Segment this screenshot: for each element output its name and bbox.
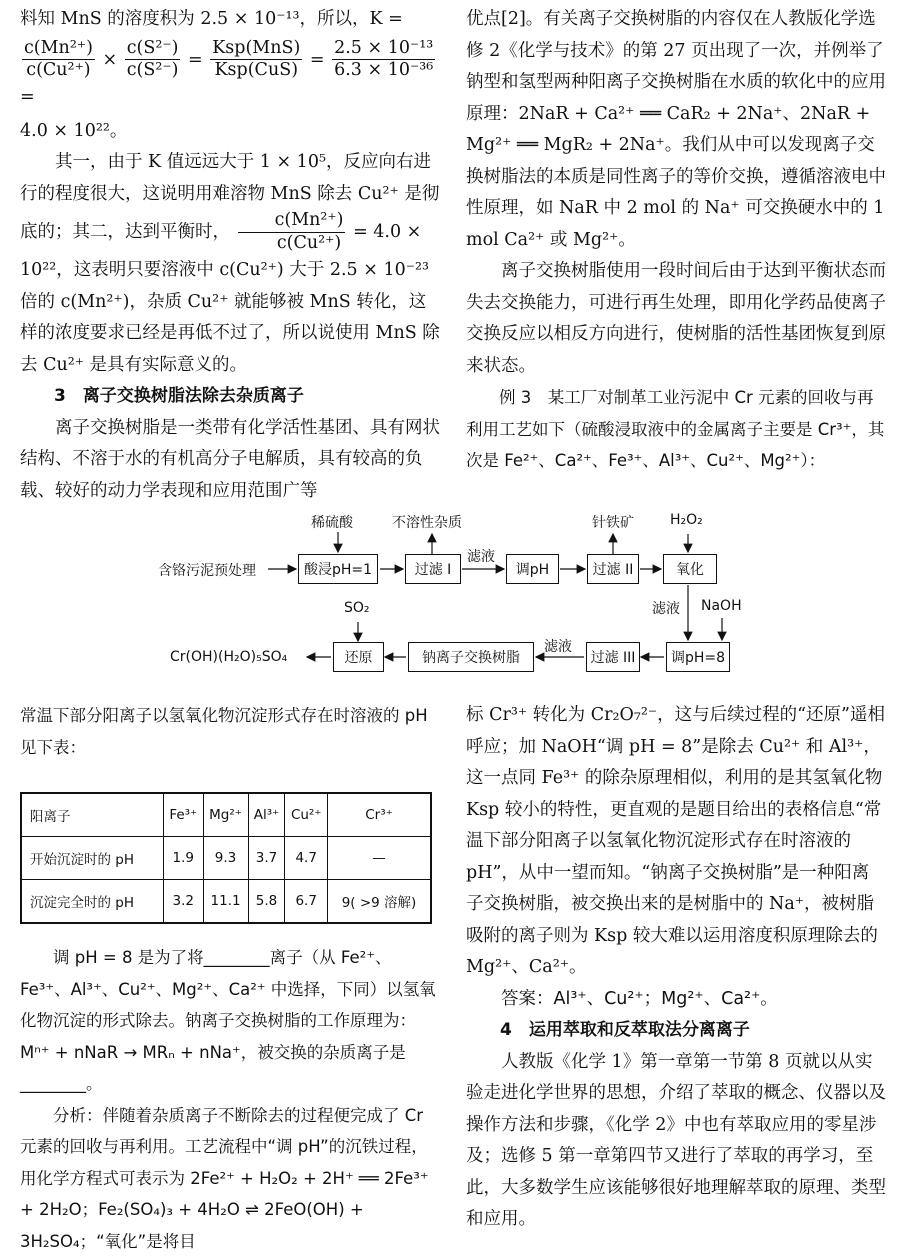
text-span: = 4.0 × 10²²，这表明只要溶液中 c(Cu²⁺) 大于 2.5 × 10⁻²³ 倍的 c(Mn²⁺)，杂质 Cu²⁺ 就能够被 MnS 转化，这样的浓度要求已经是再低不过了，所以说使用 MnS 除去 Cu²⁺ 是具有实际意义的。 <box>20 222 440 374</box>
table-cell: 3.7 <box>248 837 285 880</box>
label-filtrate-2: 滤液 <box>652 598 680 618</box>
reagent-h2o2: H₂O₂ <box>670 512 703 528</box>
table-header-cell: Mg²⁺ <box>203 793 248 837</box>
step-filter-1: 过滤 I <box>405 554 461 584</box>
table-cell: 开始沉淀时的 pH <box>21 837 164 880</box>
step-filter-2: 过滤 II <box>587 554 639 584</box>
label-filtrate-1: 滤液 <box>467 546 495 566</box>
fraction-numerator: 2.5 × 10⁻¹³ <box>332 38 435 61</box>
paragraph-analysis-k <box>20 147 440 381</box>
fraction-denominator: 6.3 × 10⁻³⁶ <box>332 60 435 82</box>
fraction-mn-cu <box>22 38 95 83</box>
byproduct-insoluble: 不溶性杂质 <box>392 512 462 532</box>
fraction-numerator: c(Mn²⁺) <box>238 210 346 233</box>
section-heading-4: 4 运用萃取和反萃取法分离离子 <box>466 1015 886 1047</box>
paragraph-ksp-intro: 料知 MnS 的溶度积为 2.5 × 10⁻¹³，所以，K = <box>20 4 440 36</box>
table-header-cell: Fe³⁺ <box>164 793 204 837</box>
fraction-s-s <box>125 38 181 83</box>
fraction-numerator: c(Mn²⁺) <box>22 38 95 61</box>
step-oxidize: 氧化 <box>663 554 717 584</box>
table-cell: 5.8 <box>248 880 285 924</box>
fraction-denominator: c(Cu²⁺) <box>240 233 343 255</box>
left-column-top <box>20 4 440 507</box>
step-sodium-resin: 钠离子交换树脂 <box>408 642 534 672</box>
fraction-numerator: Ksp(MnS) <box>210 38 302 61</box>
paragraph-resin-intro: 离子交换树脂是一类带有化学活性基团、具有网状结构、不溶于水的有机高分子电解质，具有较高的负载、较好的动力学表现和应用范围广等 <box>20 413 440 508</box>
equilibrium-equation: $\frac{\text{c(Mn²⁺)}}{\text{c(Cu²⁺)}}$ × $\frac{\text{c(S²⁻)}}{\text{c(S²⁻)}}$ = $\frac{\text{Ksp(MnS)}}{\text{Ksp(CuS)}}$ = $\frac{\text{2.5 × 10⁻¹³}}{\text{6.3 × 10⁻³⁶}}$ = <box>20 38 440 114</box>
table-cell: 1.9 <box>164 837 204 880</box>
flow-product-label: Cr(OH)(H₂O)₅SO₄ <box>170 649 287 665</box>
step-reduce: 还原 <box>333 642 384 672</box>
byproduct-goethite: 针铁矿 <box>592 512 634 532</box>
table-cell: — <box>328 837 432 880</box>
table-cell: 9.3 <box>203 837 248 880</box>
left-column-bottom-intro <box>20 700 440 763</box>
paragraph-analysis: 分析：伴随着杂质离子不断除去的过程便完成了 Cr 元素的回收与再利用。工艺流程中“调 pH”的沉铁过程，用化学方程式可表示为 2Fe²⁺ + H₂O₂ + 2H⁺ ══ 2Fe³⁺ + 2H₂O；Fe₂(SO₄)₃ + 4H₂O ⇌ 2FeO(OH) + 3H₂SO₄；“氧化”是将目 <box>20 1100 440 1257</box>
table-cell: 9( >9 溶解) <box>328 880 432 924</box>
table-cell: 沉淀完全时的 pH <box>21 880 164 924</box>
fraction-equilibrium <box>238 210 346 255</box>
table-row <box>21 880 431 924</box>
left-column-bottom <box>20 942 440 1257</box>
fraction-ksp-ratio <box>210 38 302 83</box>
reagent-dilute-acid: 稀硫酸 <box>311 512 353 532</box>
reagent-so2: SO₂ <box>344 600 370 616</box>
paragraph-k-value: 4.0 × 10²²。 <box>20 116 440 148</box>
paragraph-question: 调 pH = 8 是为了将________离子（从 Fe²⁺、Fe³⁺、Al³⁺、Cu²⁺、Mg²⁺、Ca²⁺ 中选择，下同）以氢氧化物沉淀的形式除去。钠离子交换树脂的工作原理为：Mⁿ⁺ + nNaR → MRₙ + nNa⁺，被交换的杂质离子是________。 <box>20 942 440 1100</box>
answer-line: 答案：Al³⁺、Cu²⁺；Mg²⁺、Ca²⁺。 <box>466 984 886 1016</box>
step-adjust-ph-8: 调pH=8 <box>666 642 730 672</box>
table-header-row <box>21 793 431 837</box>
right-column-bottom <box>466 700 886 1236</box>
paragraph-table-intro: 常温下部分阳离子以氢氧化物沉淀形式存在时溶液的 pH 见下表： <box>20 700 440 763</box>
flow-input-label: 含铬污泥预处理 <box>158 560 256 580</box>
text-span: 其一，由于 K 值远远大于 1 × 10⁵，反应向右进行的程度很大，这说明用难溶物 MnS 除去 Cu²⁺ 是彻底的；其二，达到平衡时， <box>20 152 439 242</box>
fraction-values <box>332 38 435 83</box>
table-header-cell: Cu²⁺ <box>285 793 328 837</box>
table-cell: 11.1 <box>203 880 248 924</box>
step-acid-leach: 酸浸pH=1 <box>298 554 378 584</box>
fraction-denominator: c(S²⁻) <box>125 60 181 82</box>
example-3-statement: 例 3 某工厂对制革工业污泥中 Cr 元素的回收与再利用工艺如下（硫酸浸取液中的金属离子主要是 Cr³⁺，其次是 Fe²⁺、Ca²⁺、Fe³⁺、Al³⁺、Cu²⁺、Mg²⁺）： <box>466 382 886 477</box>
fraction-denominator: Ksp(CuS) <box>212 60 300 82</box>
paragraph-extraction: 人教版《化学 1》第一章第一节第 8 页就以从实验走进化学世界的思想，介绍了萃取的概念、仪器以及操作方法和步骤，《化学 2》中也有萃取应用的零星涉及；选修 5 第一章第四节又进行了萃取的再学习，至此，大多数学生应该能够很好地理解萃取的原理、类型和应用。 <box>466 1047 886 1236</box>
fraction-numerator: c(S²⁻) <box>125 38 181 61</box>
table-header-cell: Al³⁺ <box>248 793 285 837</box>
ph-table <box>20 792 432 924</box>
fraction-denominator: c(Cu²⁺) <box>24 60 92 82</box>
paragraph-analysis-cont: 标 Cr³⁺ 转化为 Cr₂O₇²⁻，这与后续过程的“还原”遥相呼应；加 NaOH“调 pH = 8”是除去 Cu²⁺ 和 Al³⁺，这一点同 Fe³⁺ 的除杂原理相似，利用的是其氢氧化物 Ksp 较小的特性，更直观的是题目给出的表格信息“常温下部分阳离子以氢氧化物沉淀形式存在时溶液的 pH”，从中一望而知。“钠离子交换树脂”是一种阳离子交换树脂，被交换出来的是树脂中的 Na⁺，被树脂吸附的离子则为 Ksp 较大难以运用溶度积原理除去的 Mg²⁺、Ca²⁺。 <box>466 700 886 984</box>
paragraph-resin-regeneration: 离子交换树脂使用一段时间后由于达到平衡状态而失去交换能力，可进行再生处理，即用化学药品使离子交换反应以相反方向进行，使树脂的活性基团恢复到原来状态。 <box>466 256 886 382</box>
table-header-cell: Cr³⁺ <box>328 793 432 837</box>
label-filtrate-3: 滤液 <box>544 636 572 656</box>
table-row <box>21 837 431 880</box>
step-filter-3: 过滤 III <box>586 642 640 672</box>
paragraph-resin-advantages: 优点[2]。有关离子交换树脂的内容仅在人教版化学选修 2《化学与技术》的第 27 页出现了一次，并例举了钠型和氢型两种阳离子交换树脂在水质的软化中的应用原理：2NaR + Ca²⁺ ══ CaR₂ + 2Na⁺、2NaR + Mg²⁺ ══ MgR₂ + 2Na⁺。我们从中可以发现离子交换树脂法的本质是同性离子的等价交换，遵循溶液电中性原理，如 NaR 中 2 mol 的 Na⁺ 可交换硬水中的 1 mol Ca²⁺ 或 Mg²⁺。 <box>466 4 886 256</box>
table-cell: 4.7 <box>285 837 328 880</box>
table-cell: 6.7 <box>285 880 328 924</box>
process-flow-diagram <box>0 500 900 670</box>
step-adjust-ph: 调pH <box>506 554 559 584</box>
table-header-cell: 阳离子 <box>21 793 164 837</box>
right-column-top <box>466 4 886 477</box>
reagent-naoh: NaOH <box>701 598 742 614</box>
table-cell: 3.2 <box>164 880 204 924</box>
section-heading-3: 3 离子交换树脂法除去杂质离子 <box>20 381 440 413</box>
